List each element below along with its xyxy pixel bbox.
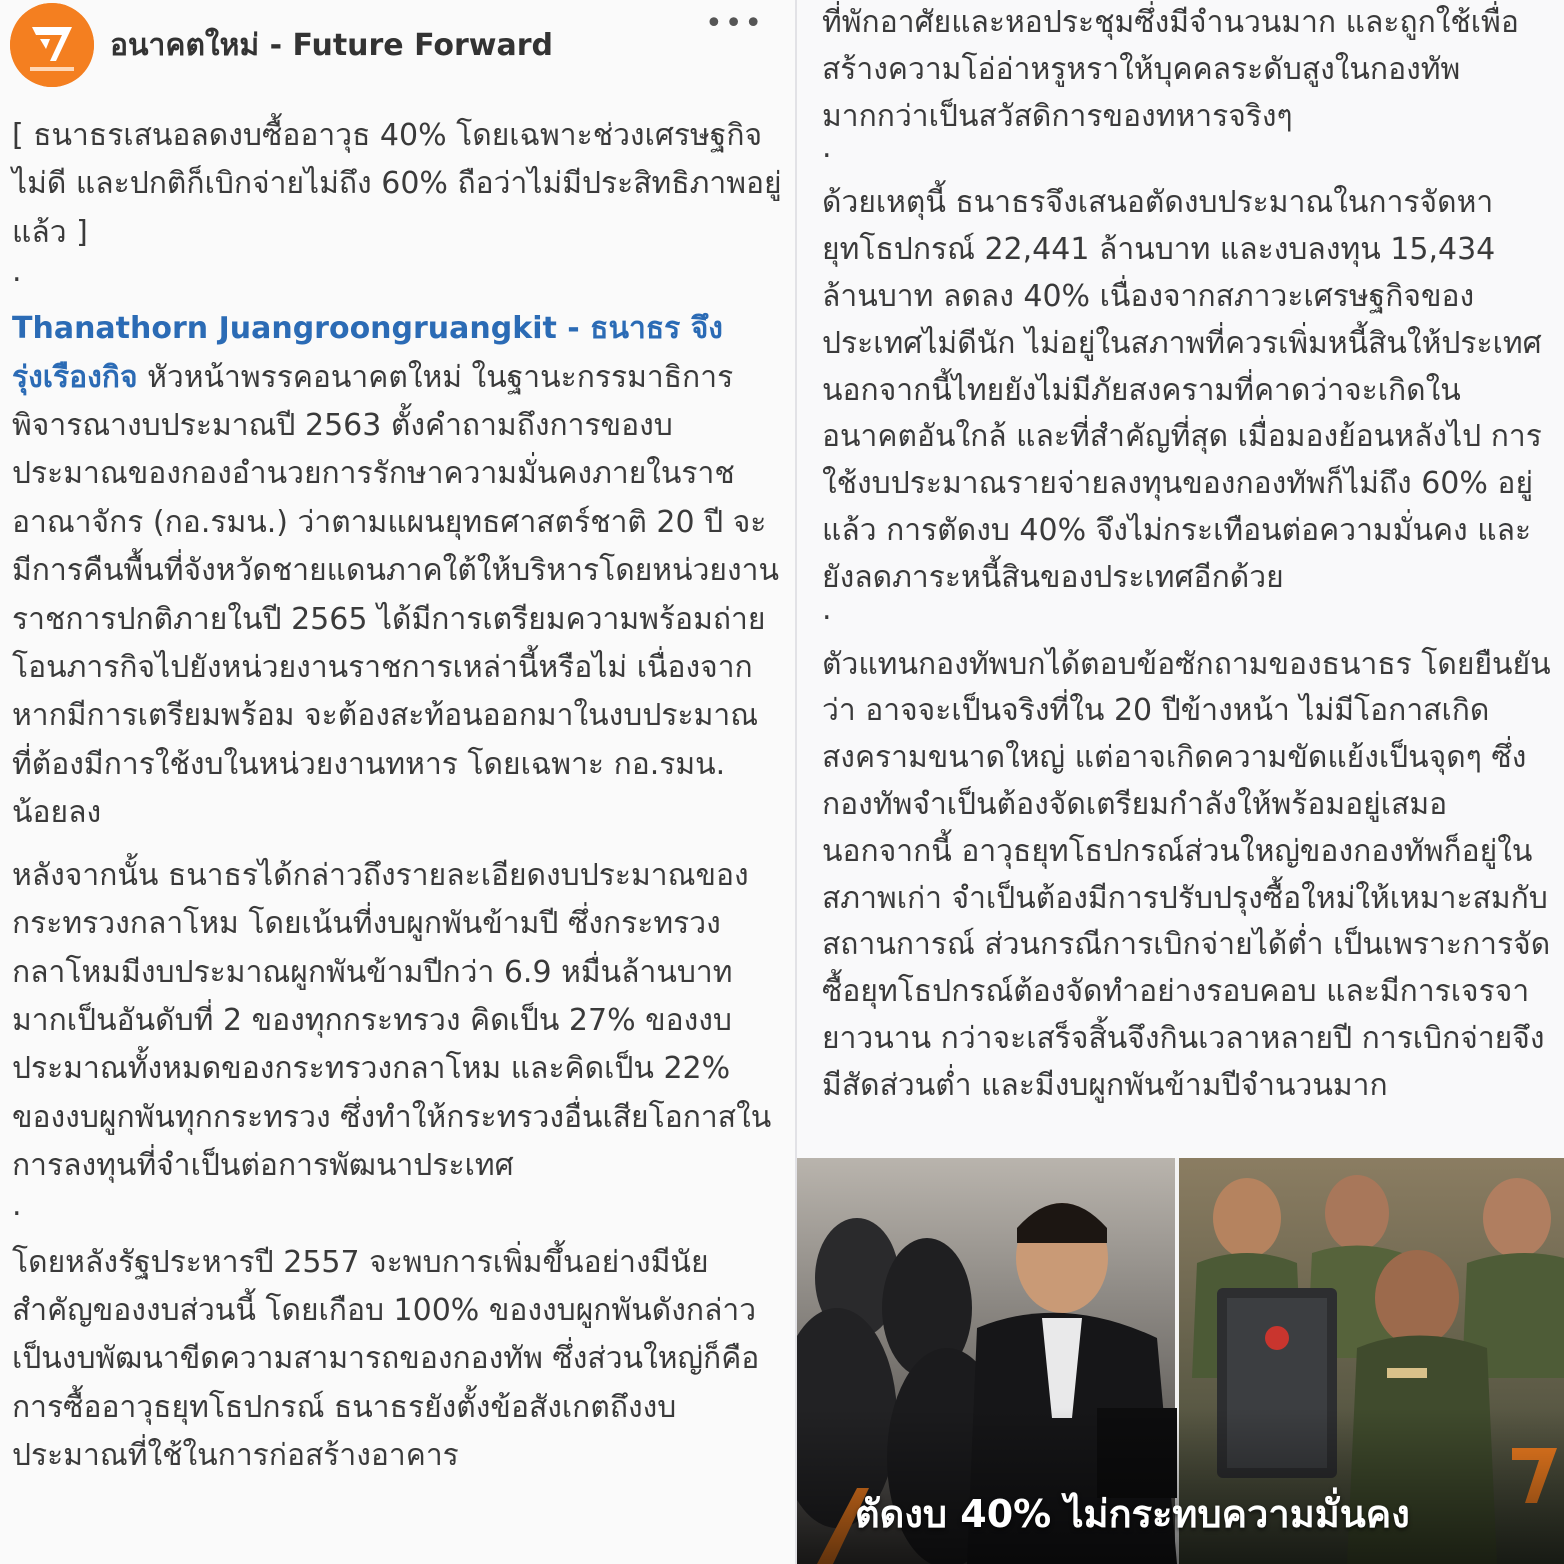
separator-dot: . bbox=[12, 254, 22, 290]
paragraph-gap bbox=[12, 838, 782, 852]
future-forward-logo-icon bbox=[10, 3, 94, 87]
post-header bbox=[10, 0, 790, 90]
page-name-link[interactable]: อนาคตใหม่ - Future Forward bbox=[110, 28, 554, 63]
post-photo[interactable] bbox=[797, 1158, 1564, 1564]
more-options-icon[interactable]: ••• bbox=[705, 6, 765, 41]
image-caption: ตัดงบ 40% ไม่กระทบความมั่นคง bbox=[855, 1492, 1410, 1536]
page-avatar[interactable] bbox=[10, 3, 94, 87]
separator-dot: . bbox=[12, 1187, 22, 1223]
paragraph-3: โดยหลังรัฐประหารปี 2557 จะพบการเพิ่มขึ้นอย่างมีนัยสำคัญของงบส่วนนี้ โดยเกือบ 100% ของงบผูกพันดังกล่าว เป็นงบพัฒนาขีดความสามารถของกองทัพ ซึ่งส่วนใหญ่ก็คือการซื้ออาวุธยุทโธปกรณ์ ธนาธรยังตั้งข้อสังเกตถึงงบประมาณที่ใช้ในการก่อสร้างอาคาร bbox=[12, 1244, 760, 1474]
paragraph-2: หลังจากนั้น ธนาธรได้กล่าวถึงรายละเอียดงบประมาณของกระทรวงกลาโหม โดยเน้นที่งบผูกพันข้ามปี ซึ่งกระทรวงกลาโหมมีงบประมาณผูกพันข้ามปีกว่า 6.9 หมื่นล้านบาท มากเป็นอันดับที่ 2 ของทุกกระทรวง คิดเป็น 27% ของงบประมาณทั้งหมดของกระทรวงกลาโหม และคิดเป็น 22% ของงบผูกพันทุกกระทรวง ซึ่งทำให้กระทรวงอื่นเสียโอกาสในการลงทุนที่จำเป็นต่อการพัฒนาประเทศ bbox=[12, 857, 772, 1184]
paragraph-5: ตัวแทนกองทัพบกได้ตอบข้อซักถามของธนาธร โดยยืนยันว่า อาจจะเป็นจริงที่ใน 20 ปีข้างหน้า ไม่มีโอกาสเกิดสงครามขนาดใหญ่ แต่อาจเกิดความขัดแย้งเป็นจุดๆ ซึ่งกองทัพจำเป็นต้องจัดเตรียมกำลังให้พร้อมอยู่เสมอ นอกจากนี้ อาวุธยุทโธปกรณ์ส่วนใหญ่ของกองทัพก็อยู่ในสภาพเก่า จำเป็นต้องมีการปรับปรุงซื้อใหม่ให้เหมาะสมกับสถานการณ์ ส่วนกรณีการเบิกจ่ายได้ต่ำ เป็นเพราะการจัดซื้อยุทโธปกรณ์ต้องจัดทำอย่างรอบคอบ และมีการเจรจายาวนาน กว่าจะเสร็จสิ้นจึงกินเวลาหลายปี การเบิกจ่ายจึงมีสัดส่วนต่ำ และมีงบผูกพันข้ามปีจำนวนมาก bbox=[822, 646, 1551, 1103]
paragraph-1-text: หัวหน้าพรรคอนาคตใหม่ ในฐานะกรรมาธิการพิจารณางบประมาณปี 2563 ตั้งคำถามถึงการของบประมาณของกองอำนวยการรักษาความมั่นคงภายในราชอาณาจักร (กอ.รมน.) ว่าตามแผนยุทธศาสตร์ชาติ 20 ปี จะมีการคืนพื้นที่จังหวัดชายแดนภาคใต้ให้บริหารโดยหน่วยงานราชการปกติภายในปี 2565 ได้มีการเตรียมความพร้อมถ่ายโอนภารกิจไปยังหน่วยงานราชการเหล่านี้หรือไม่ เนื่องจากหากมีการเตรียมพร้อม จะต้องสะท้อนออกมาในงบประมาณ ที่ต้องมีการใช้งบในหน่วยงานทหาร โดยเฉพาะ กอ.รมน. น้อยลง bbox=[12, 359, 779, 831]
post-text-continued bbox=[822, 0, 1552, 1110]
paragraph-1 bbox=[12, 305, 782, 837]
post-text bbox=[12, 112, 782, 1481]
lead-paragraph: [ ธนาธรเสนอลดงบซื้ออาวุธ 40% โดยเฉพาะช่วงเศรษฐกิจไม่ดี และปกติก็เบิกจ่ายไม่ถึง 60% ถือว่าไม่มีประสิทธิภาพอยู่แล้ว ] bbox=[12, 118, 782, 250]
mention-link[interactable]: Thanathorn Juangroongruangkit - ธนาธร จึงรุ่งเรืองกิจ bbox=[12, 311, 723, 395]
paragraph-3-continued: ที่พักอาศัยและหอประชุมซึ่งมีจำนวนมาก และถูกใช้เพื่อสร้างความโอ่อ่าหรูหราให้บุคคลระดับสูงในกองทัพมากกว่าเป็นสวัสดิการของทหารจริงๆ bbox=[822, 5, 1519, 134]
separator-dot: . bbox=[822, 130, 832, 166]
paragraph-4: ด้วยเหตุนี้ ธนาธรจึงเสนอตัดงบประมาณในการจัดหายุทโธปกรณ์ 22,441 ล้านบาท และงบลงทุน 15,434 ล้านบาท ลดลง 40% เนื่องจากสภาวะเศรษฐกิจของประเทศไม่ดีนัก ไม่อยู่ในสภาพที่ควรเพิ่มหนี้สินให้ประเทศ นอกจากนี้ไทยยังไม่มีภัยสงครามที่คาดว่าจะเกิดในอนาคตอันใกล้ และที่สำคัญที่สุด เมื่อมองย้อนหลังไป การใช้งบประมาณรายจ่ายลงทุนของกองทัพก็ไม่ถึง 60% อยู่แล้ว การตัดงบ 40% จึงไม่กระเทือนต่อความมั่นคง และยังลดภาระหนี้สินของประเทศอีกด้วย bbox=[822, 185, 1542, 595]
separator-dot: . bbox=[822, 591, 832, 627]
